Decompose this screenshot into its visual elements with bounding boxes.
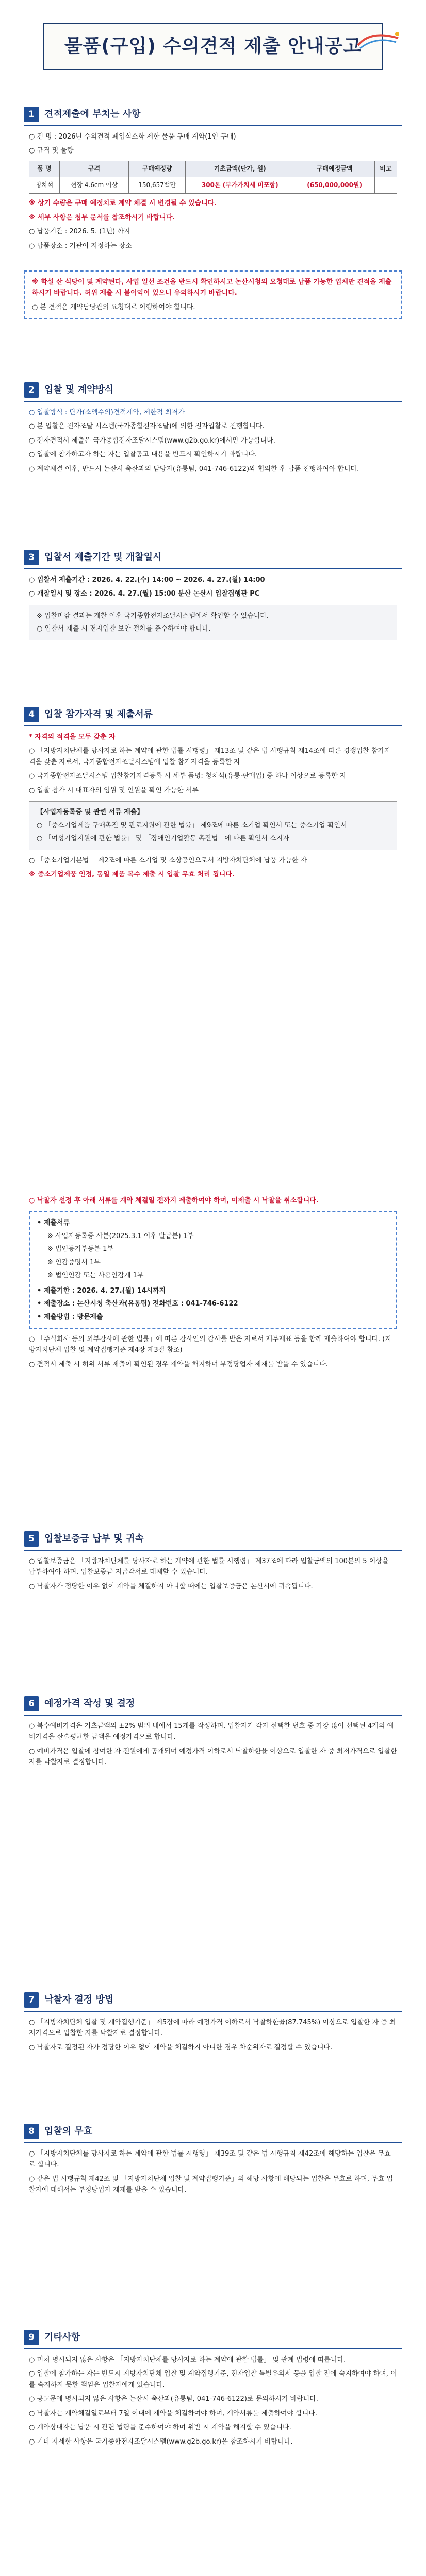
paragraph: ○ 복수예비가격은 기초금액의 ±2% 범위 내에서 15개를 작성하며, 입찰자가 각자 선택한 번호 중 가장 많이 선택된 4개의 예비가격을 산술평균한 금액을 예정가격으로 합니다.	[29, 1722, 394, 1741]
paragraph: ○ 「지방자치단체를 당사자로 하는 계약에 관한 법률 시행령」 제39조 및 같은 법 시행규칙 제42조에 해당하는 입찰은 무효로 합니다.	[29, 2150, 391, 2169]
section-9	[24, 2329, 402, 2450]
paragraph: ○ 「중소기업기본법」 제2조에 따른 소기업 및 소상공인으로서 지방자치단체에 납품 가능한 자	[29, 856, 307, 865]
section-3	[24, 549, 402, 646]
section-number: 2	[24, 382, 39, 398]
city-logo	[355, 27, 401, 53]
documents-title: • 제출서류	[37, 1219, 70, 1227]
info-text: ※ 입찰마감 결과는 개찰 이후 국가종합전자조달시스템에서 확인할 수 있습니다.	[37, 612, 269, 620]
paragraph: ○ 낙찰자가 정당한 이유 없이 계약을 체결하지 아니할 때에는 입찰보증금은 논산시에 귀속됩니다.	[29, 1582, 313, 1590]
section-8	[24, 2123, 402, 2199]
documents-place: • 제출장소 : 논산시청 축산과(유통팀) 전화번호 : 041-746-6122	[37, 1300, 238, 1308]
table-header: 규격	[59, 161, 129, 177]
paragraph: ○ 입찰보증금은 「지방자치단체를 당사자로 하는 계약에 관한 법률 시행령」 제37조에 따라 입찰금액의 100분의 5 이상을 납부하여야 하며, 입찰보증금 지급각서로 대체할 수 있습니다.	[29, 1557, 389, 1577]
paragraph: ○ 「지방자치단체를 당사자로 하는 계약에 관한 법률 시행령」 제13조 및 같은 법 시행규칙 제14조에 따른 경쟁입찰 참가자격을 갖춘 자로서, 국가종합전자조달시스템에 입찰 참가자격을 등록한 자	[29, 747, 391, 766]
paragraph: ○ 국가종합전자조달시스템 입찰참가자격등록 시 세부 품명: 청치석(유통·판매업) 중 하나 이상으로 등록한 자	[29, 772, 347, 781]
spec-table	[29, 161, 397, 194]
document-item: ※ 사업자등록증 사본(2025.3.1 이후 발급분) 1부	[47, 1232, 194, 1240]
document-item: ※ 법인인감 또는 사용인감계 1부	[47, 1272, 144, 1280]
documents-section	[24, 1195, 402, 1373]
section-number: 7	[24, 1992, 39, 2008]
table-header-row	[29, 161, 397, 177]
section-title: 입찰서 제출기간 및 개찰일시	[44, 552, 162, 563]
page-title: 물품(구입) 수의견적 제출 안내공고	[64, 36, 362, 57]
documents-method: • 제출방법 : 방문제출	[37, 1313, 103, 1321]
paragraph: ○ 전자견적서 제출은 국가종합전자조달시스템(www.g2b.go.kr)에서만 가능합니다.	[29, 436, 275, 445]
submission-period: ○ 입찰서 제출기간 : 2026. 4. 22.(수) 14:00 ~ 2026. 4. 27.(월) 14:00	[29, 576, 265, 584]
table-cell: (650,000,000원)	[294, 177, 374, 194]
section-number: 8	[24, 2124, 39, 2139]
item-name: ○ 건 명 : 2026년 수의견적 폐입식소화 제한 물품 구매 계약(1인 구매)	[29, 133, 236, 141]
section-title: 입찰 및 계약방식	[44, 384, 114, 396]
section-title: 기타사항	[44, 2332, 80, 2343]
note: ※ 세부 사항은 첨부 문서를 참조하시기 바랍니다.	[29, 213, 175, 222]
subtitle: * 자격의 적격을 모두 갖춘 자	[29, 733, 116, 741]
section-number: 5	[24, 1531, 39, 1547]
paragraph: ○ 공고문에 명시되지 않은 사항은 논산시 축산과(유통팀, 041-746-6122)로 문의하시기 바랍니다.	[29, 2395, 318, 2403]
notice-text: ※ 학설 산 식당이 및 계약된다, 사업 일선 조건을 반드시 확인하시고 논산시청의 요청대로 납품 가능한 업체만 견적을 제출하시기 바랍니다. 허위 제출 시 불이익이 있으니 유의하시기 바랍니다.	[32, 278, 392, 297]
documents-intro: ○ 낙찰자 선정 후 아래 서류를 계약 체결일 전까지 제출하여야 하며, 미제출 시 낙찰을 취소합니다.	[29, 1197, 319, 1205]
box-text: ○ 「여성기업지원에 관한 법률」 및 「장애인기업활동 촉진법」에 따른 확인서 소지자	[37, 835, 289, 843]
paragraph: ○ 계약체결 이후, 반드시 논산시 축산과의 담당자(유통팀, 041-746-6122)와 협의한 후 납품 진행하여야 합니다.	[29, 465, 359, 473]
document-item: ※ 인감증명서 1부	[47, 1258, 101, 1266]
table-header: 기초금액(단가, 원)	[186, 161, 294, 177]
paragraph: ○ 기타 자세한 사항은 국가종합전자조달시스템(www.g2b.go.kr)을 참조하시기 바랍니다.	[29, 2437, 293, 2446]
paragraph: ○ 낙찰자로 결정된 자가 정당한 이유 없이 계약을 체결하지 아니한 경우 차순위자로 결정할 수 있습니다.	[29, 2043, 333, 2052]
notice-box-1	[24, 265, 402, 324]
section-2	[24, 381, 402, 478]
page-header	[0, 0, 426, 93]
section-title: 입찰보증금 납부 및 귀속	[44, 1533, 144, 1545]
section-title: 낙찰자 결정 방법	[44, 1994, 114, 2006]
paragraph: ○ 계약상대자는 납품 시 관련 법령을 준수하여야 하며 위반 시 계약을 해지할 수 있습니다.	[29, 2424, 291, 2432]
bid-method: ○ 입찰방식 : 단가(소액수의)견적계약, 제한적 최저가	[29, 409, 185, 416]
paragraph: ○ 미처 명시되지 않은 사항은 「지방자치단체를 당사자로 하는 계약에 관한 법률」 및 관계 법령에 따릅니다.	[29, 2356, 346, 2364]
spec-label: ○ 규격 및 물량	[29, 147, 74, 155]
section-4	[24, 706, 402, 883]
table-cell	[374, 177, 397, 194]
section-5	[24, 1530, 402, 1595]
section-number: 3	[24, 550, 39, 565]
box-title: 【사업자등록증 및 관련 서류 제출】	[37, 808, 144, 817]
warning: ※ 중소기업제품 인정, 동일 제품 복수 제출 시 입찰 무효 처리 됩니다.	[29, 870, 235, 878]
delivery-period: ○ 납품기간 : 2026. 5. (1년) 까지	[29, 228, 130, 236]
table-header: 비고	[374, 161, 397, 177]
paragraph: ○ 입찰 참가 시 대표자의 임원 및 인원을 확인 가능한 서류	[29, 786, 199, 794]
info-text: ○ 입찰서 제출 시 전자입찰 보안 절차를 준수하여야 합니다.	[37, 625, 211, 633]
documents-box	[29, 1211, 397, 1329]
section-number: 4	[24, 707, 39, 722]
city-logo-icon	[355, 27, 401, 53]
table-cell: 300톤 (부가가치세 미포함)	[186, 177, 294, 194]
section-title: 예정가격 작성 및 결정	[44, 1698, 135, 1709]
table-cell: 청치석	[29, 177, 60, 194]
delivery-place: ○ 납품장소 : 기관이 지정하는 장소	[29, 242, 132, 250]
section-6	[24, 1695, 402, 1771]
section-number: 9	[24, 2330, 39, 2345]
paragraph: ○ 「주식회사 등의 외부감사에 관한 법률」에 따른 감사인의 감사를 받은 자로서 재무제표 등을 함께 제출하여야 합니다. (지방자치단체 입찰 및 계약집행기준 제4장 제3절 참조)	[29, 1335, 391, 1354]
document-item: ※ 법인등기부등본 1부	[47, 1245, 113, 1253]
table-header: 구매예정량	[129, 161, 186, 177]
note: ※ 상기 수량은 구매 예정치로 계약 체결 시 변경될 수 있습니다.	[29, 199, 217, 208]
opening-time: ○ 개찰일시 및 장소 : 2026. 4. 27.(월) 15:00 분산 논산시 입찰집행관 PC	[29, 590, 260, 598]
paragraph: ○ 같은 법 시행규칙 제42조 및 「지방자치단체 입찰 및 계약집행기준」의 해당 사항에 해당되는 입찰은 무효로 하며, 무효 입찰자에 대해서는 부정당업자 제재를 받을 수 있습니다.	[29, 2175, 393, 2194]
paragraph: ○ 입찰에 참가하는 자는 반드시 지방자치단체 입찰 및 계약집행기준, 전자입찰 특별유의서 등을 입찰 전에 숙지하여야 하며, 이를 숙지하지 못한 책임은 입찰자에게 있습니다.	[29, 2370, 397, 2389]
box-text: ○ 「중소기업제품 구매촉진 및 판로지원에 관한 법률」 제9조에 따른 소기업 확인서 또는 중소기업 확인서	[37, 821, 347, 829]
section-7	[24, 1991, 402, 2056]
table-row	[29, 177, 397, 194]
paragraph: ○ 견적서 제출 시 허위 서류 제출이 확인된 경우 계약을 해지하며 부정당업자 제재를 받을 수 있습니다.	[29, 1360, 328, 1368]
paragraph: ○ 본 입찰은 전자조달 시스템(국가종합전자조달)에 의한 전자입찰로 진행합니다.	[29, 422, 265, 431]
paragraph: ○ 예비가격은 입찰에 참여한 자 전원에게 공개되며 예정가격 이하로서 낙찰하한율 이상으로 입찰한 자 중 최저가격으로 입찰한 자를 낙찰자로 결정합니다.	[29, 1747, 397, 1767]
paragraph: ○ 「지방자치단체 입찰 및 계약집행기준」 제5장에 따라 예정가격 이하로서 낙찰하한율(87.745%) 이상으로 입찰한 자 중 최저가격으로 입찰한 자를 낙찰자로 결정합니다.	[29, 2019, 396, 2038]
section-title: 견적제출에 부치는 사항	[44, 109, 141, 120]
title-box	[43, 23, 383, 70]
requirements-box	[29, 801, 397, 850]
documents-deadline: • 제출기한 : 2026. 4. 27.(월) 14시까지	[37, 1286, 166, 1295]
section-title: 입찰 참가자격 및 제출서류	[44, 709, 153, 720]
table-cell: 현장 4.6cm 이상	[59, 177, 129, 194]
section-title: 입찰의 무효	[44, 2126, 93, 2137]
section-1	[24, 106, 402, 255]
paragraph: ○ 입찰에 참가하고자 하는 자는 입찰공고 내용을 반드시 확인하시기 바랍니다.	[29, 451, 257, 459]
section-number: 1	[24, 107, 39, 122]
paragraph: ○ 낙찰자는 계약체결일로부터 7일 이내에 계약을 체결하여야 하며, 계약서류를 제출하여야 합니다.	[29, 2409, 317, 2417]
table-header: 구매예정금액	[294, 161, 374, 177]
table-cell: 150,657백만	[129, 177, 186, 194]
notice-text: ○ 본 견적은 계약담당관의 요청대로 이행하여야 합니다.	[32, 303, 195, 311]
section-number: 6	[24, 1696, 39, 1711]
info-box	[29, 605, 397, 640]
table-header: 품 명	[29, 161, 60, 177]
